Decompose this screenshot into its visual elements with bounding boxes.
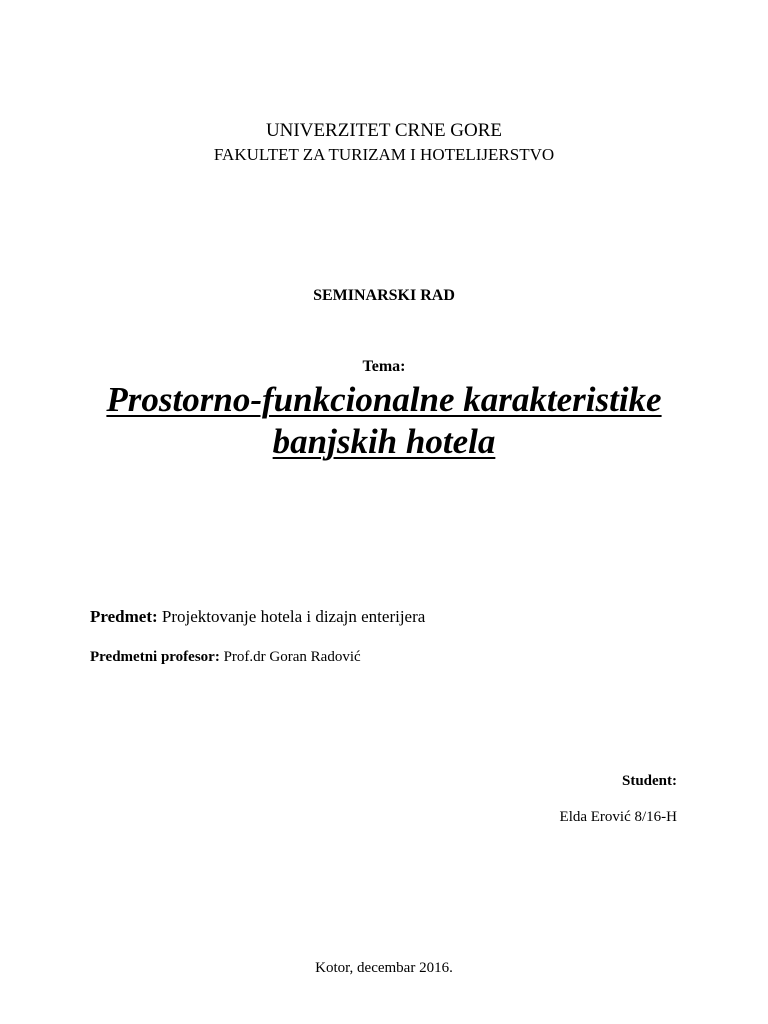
place-and-date: Kotor, decembar 2016. <box>315 960 453 976</box>
professor-label: Predmetni profesor: <box>90 649 220 665</box>
professor-line <box>90 649 361 666</box>
university-name: UNIVERZITET CRNE GORE <box>265 120 503 141</box>
title-line-2-text: banjskih hotela <box>272 422 496 461</box>
title-line-2 <box>0 421 768 463</box>
document-type: SEMINARSKI RAD <box>313 287 455 304</box>
professor-value: Prof.dr Goran Radović <box>223 649 361 665</box>
faculty-name: FAKULTET ZA TURIZAM I HOTELIJERSTVO <box>213 145 555 164</box>
student-name: Elda Erović 8/16-H <box>559 809 677 825</box>
subject-value: Projektovanje hotela i dizajn enterijera <box>161 607 426 626</box>
title-line-1 <box>0 379 768 421</box>
subject-label: Predmet: <box>90 607 158 626</box>
student-label: Student: <box>621 773 677 789</box>
title-line-1-text: Prostorno-funkcionalne karakteristike <box>106 380 662 419</box>
subject-line <box>90 607 425 627</box>
topic-label: Tema: <box>362 358 406 375</box>
